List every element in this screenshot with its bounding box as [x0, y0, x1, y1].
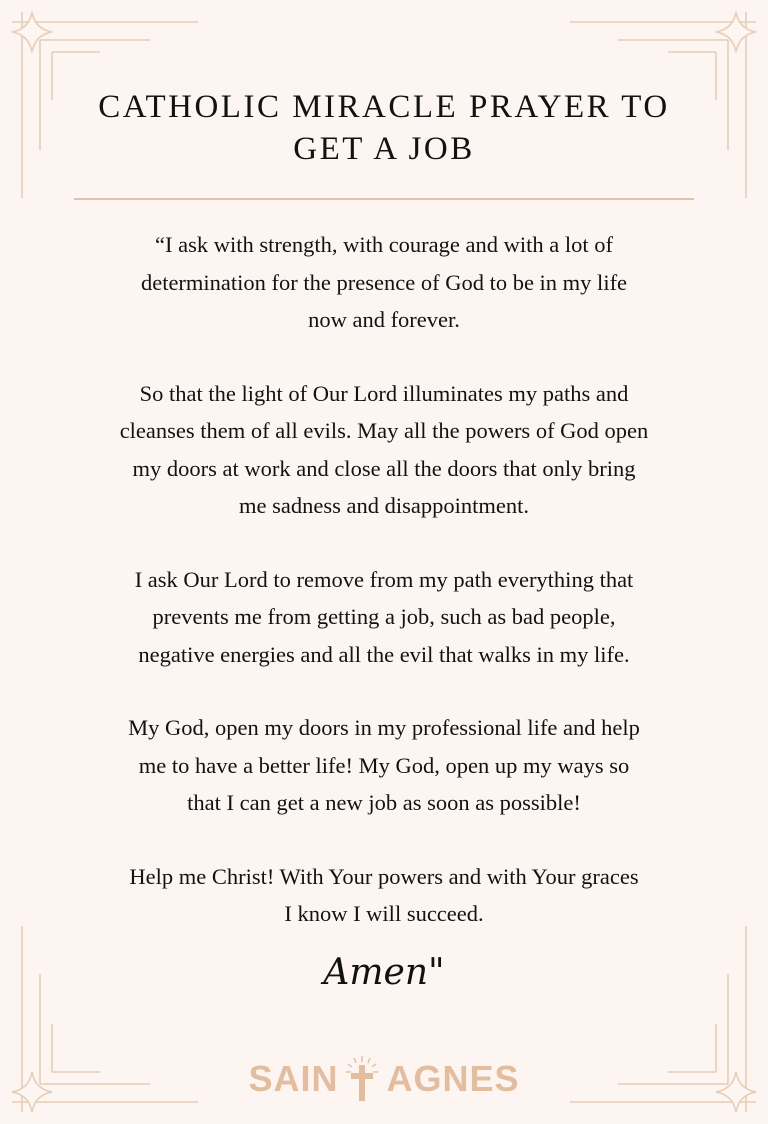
prayer-paragraph-1 — [40, 226, 728, 339]
page-title — [40, 86, 728, 170]
prayer-line: “I ask with strength, with courage and with a lot of — [154, 232, 613, 257]
prayer-line: prevents me from getting a job, such as bad people, — [152, 604, 616, 629]
prayer-line: Help me Christ! With Your powers and with Your graces — [129, 863, 639, 889]
prayer-paragraph-4 — [40, 709, 728, 822]
prayer-line: determination for the presence of God to be in my life — [140, 269, 628, 295]
title-divider — [74, 198, 694, 200]
brand-text-left: SAIN — [248, 1058, 339, 1099]
title-line-2: GET A JOB — [293, 131, 475, 167]
prayer-line: I ask Our Lord to remove from my path everything that — [134, 566, 634, 592]
title-line-1: CATHOLIC MIRACLE PRAYER TO — [98, 89, 670, 125]
prayer-text — [40, 226, 728, 969]
brand-text-right: AGNES — [386, 1058, 520, 1099]
closing-amen: Amen" — [323, 952, 445, 993]
prayer-line: now and forever. — [308, 307, 460, 332]
brand-logo — [0, 1054, 768, 1104]
prayer-line: that I can get a new job as soon as possible! — [187, 790, 581, 815]
prayer-line: So that the light of Our Lord illuminates my paths and — [139, 380, 629, 406]
prayer-line: my doors at work and close all the doors that only bring — [132, 455, 636, 481]
cross-icon — [344, 1054, 380, 1104]
prayer-line: My God, open my doors in my professional life and help — [128, 715, 640, 740]
prayer-paragraph-3 — [40, 561, 728, 674]
prayer-paragraph-5 — [40, 858, 728, 933]
prayer-line: me sadness and disappointment. — [239, 493, 529, 518]
prayer-paragraph-2 — [40, 375, 728, 525]
prayer-line: I know I will succeed. — [284, 901, 484, 926]
prayer-line: me to have a better life! My God, open up my ways so — [138, 752, 630, 778]
prayer-line: cleanses them of all evils. May all the powers of God open — [119, 418, 649, 443]
prayer-line: negative energies and all the evil that walks in my life. — [138, 641, 630, 667]
